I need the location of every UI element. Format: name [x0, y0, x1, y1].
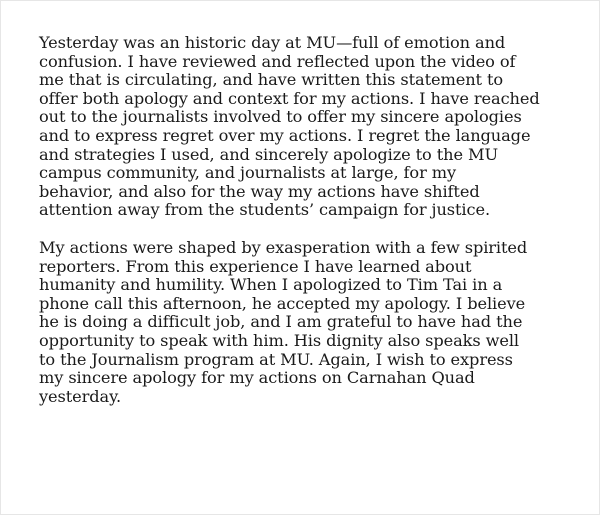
text-line: offer both apology and context for my actions. I have reached: [39, 88, 540, 108]
paragraph-2: [39, 239, 579, 406]
text-line: attention away from the students’ campaign for justice.: [39, 200, 490, 220]
text-line: and to express regret over my actions. I regret the language: [39, 125, 531, 145]
text-line: out to the journalists involved to offer my sincere apologies: [39, 107, 522, 127]
text-line: phone call this afternoon, he accepted my apology. I believe: [39, 293, 526, 313]
text-line: campus community, and journalists at large, for my: [39, 163, 457, 183]
text-line: confusion. I have reviewed and reflected upon the video of: [39, 51, 516, 71]
text-line: my sincere apology for my actions on Carnahan Quad: [39, 368, 475, 388]
paragraph-1: [39, 34, 579, 220]
text-line: opportunity to speak with him. His dignity also speaks well: [39, 330, 520, 350]
text-line: yesterday.: [39, 386, 122, 406]
statement-text: [39, 34, 579, 406]
text-line: he is doing a difficult job, and I am grateful to have had the: [39, 312, 523, 332]
text-line: Yesterday was an historic day at MU—full of emotion and: [39, 33, 506, 52]
text-line: behavior, and also for the way my actions have shifted: [39, 181, 480, 201]
text-line: me that is circulating, and have written this statement to: [39, 70, 504, 90]
text-line: humanity and humility. When I apologized to Tim Tai in a: [39, 275, 503, 295]
text-line: My actions were shaped by exasperation with a few spirited: [39, 237, 528, 257]
text-line: and strategies I used, and sincerely apologize to the MU: [39, 144, 499, 164]
text-line: to the Journalism program at MU. Again, I wish to express: [39, 349, 513, 369]
text-line: reporters. From this experience I have learned about: [39, 256, 472, 276]
